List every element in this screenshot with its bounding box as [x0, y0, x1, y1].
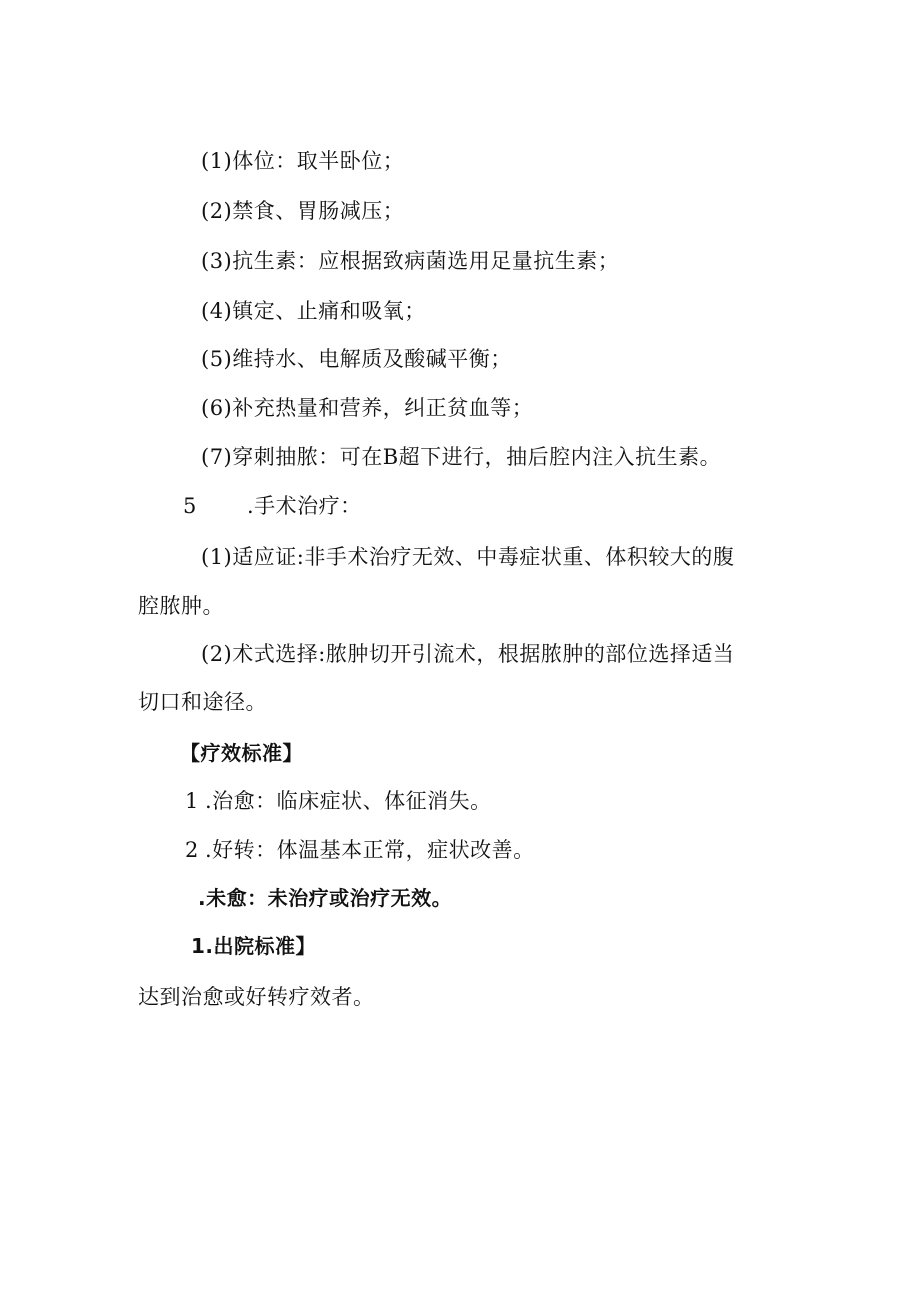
treatment-item-5: (5)维持水、电解质及酸碱平衡；: [201, 347, 512, 371]
surgery-indication-line-1: (1)适应证:非手术治疗无效、中毒症状重、体积较大的腹: [201, 545, 735, 569]
surgery-indication-line-2: 腔脓肿。: [138, 594, 224, 618]
efficacy-item-3: .未愈：未治疗或治疗无效。: [198, 886, 453, 910]
treatment-item-7: (7)穿刺抽脓：可在B超下进行，抽后腔内注入抗生素。: [201, 445, 722, 469]
treatment-item-2: (2)禁食、胃肠减压；: [201, 199, 405, 223]
treatment-item-3: (3)抗生素：应根据致病菌选用足量抗生素；: [201, 249, 620, 273]
surgery-heading: [183, 492, 362, 520]
efficacy-item-2-number: 2: [185, 838, 199, 862]
surgery-number: 5: [183, 494, 197, 518]
efficacy-item-1: [185, 787, 492, 815]
efficacy-item-2: [185, 836, 535, 864]
efficacy-heading: 【疗效标准】: [180, 741, 303, 765]
discharge-text: 达到治愈或好转疗效者。: [138, 985, 375, 1009]
discharge-heading: 1.出院标准】: [191, 934, 317, 958]
surgery-method-line-1: (2)术式选择:脓肿切开引流术，根据脓肿的部位选择适当: [201, 642, 735, 666]
efficacy-item-1-number: 1: [185, 789, 199, 813]
treatment-item-1: (1)体位：取半卧位；: [201, 149, 405, 173]
treatment-item-4: (4)镇定、止痛和吸氧；: [201, 299, 426, 323]
treatment-item-6: (6)补充热量和营养，纠正贫血等；: [201, 396, 534, 420]
efficacy-item-1-text: .治愈：临床症状、体征消失。: [205, 789, 492, 813]
surgery-method-line-2: 切口和途径。: [138, 690, 267, 714]
efficacy-item-2-text: .好转：体温基本正常，症状改善。: [205, 838, 535, 862]
surgery-title: .手术治疗：: [247, 494, 362, 518]
